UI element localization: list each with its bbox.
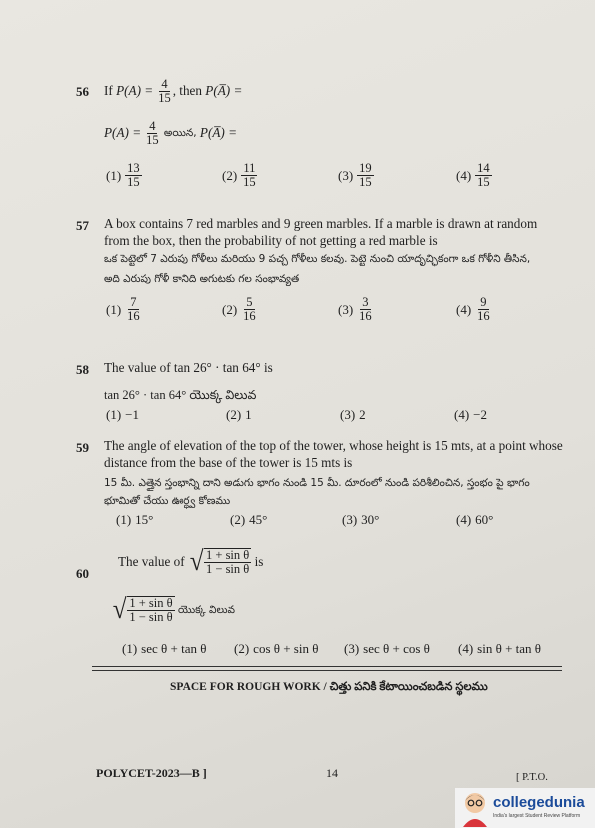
radicand-fraction bbox=[127, 597, 174, 624]
radical-sign: √ bbox=[189, 546, 204, 577]
text-lead: The value of bbox=[118, 553, 185, 569]
page-number: 14 bbox=[326, 766, 338, 780]
fraction-numerator: 5 bbox=[246, 295, 253, 309]
text-te-mid: అయిన, bbox=[160, 127, 200, 140]
option-label: (2) bbox=[222, 167, 238, 183]
fraction-denominator: 15 bbox=[359, 175, 372, 189]
question-text-english bbox=[104, 78, 554, 105]
option-fraction bbox=[357, 162, 374, 189]
fraction-numerator: 9 bbox=[480, 295, 487, 309]
option-label: (1) bbox=[106, 301, 122, 317]
fraction-numerator: 14 bbox=[477, 161, 490, 175]
question-text-telugu-line1: 15 మీ. ఎత్తైన స్తంభాన్ని దాని అడుగు భాగం నుండి 15 మీ. దూరంలో నుండి పరిశీలించిన, స్తంభం పై భాగం bbox=[104, 477, 530, 489]
option-fraction bbox=[125, 162, 142, 189]
option-label: (4) bbox=[456, 167, 472, 183]
option-value: 60° bbox=[475, 512, 494, 527]
option-label: (3) bbox=[340, 407, 356, 422]
question-text-english bbox=[118, 548, 568, 576]
option-fraction bbox=[357, 296, 374, 323]
fraction-denominator: 15 bbox=[243, 175, 256, 189]
option-value: −1 bbox=[125, 407, 140, 422]
text-te-ask: P(A̅) = bbox=[199, 125, 237, 141]
fraction-numerator: 11 bbox=[243, 161, 256, 175]
fraction-denominator: 16 bbox=[127, 309, 140, 323]
fraction-denominator: 15 bbox=[146, 133, 159, 147]
question-text-english: The angle of elevation of the top of the tower, whose height is 15 mts, at a point whose distance from the base of the tower is 15 mts is bbox=[104, 438, 563, 470]
question-number: 57 bbox=[76, 218, 89, 233]
option-value: sec θ + tan θ bbox=[141, 641, 207, 656]
option-value: 45° bbox=[249, 512, 268, 527]
option-fraction bbox=[241, 296, 258, 323]
option-label: (2) bbox=[222, 301, 238, 317]
square-root-expression bbox=[189, 548, 252, 576]
option-label: (2) bbox=[234, 641, 250, 656]
option-2[interactable] bbox=[222, 162, 258, 189]
option-1[interactable] bbox=[106, 407, 139, 423]
text-te-lhs: P(A) = bbox=[104, 125, 142, 141]
option-4[interactable] bbox=[456, 296, 492, 323]
divider-bottom bbox=[92, 670, 562, 671]
option-value: 15° bbox=[135, 512, 154, 527]
fraction-denominator: 16 bbox=[359, 309, 372, 323]
option-fraction bbox=[475, 296, 492, 323]
fraction-given-te bbox=[144, 120, 161, 147]
question-text-telugu-line2: భూమితో చేయు ఊర్ధ్వ కోణము bbox=[104, 495, 231, 507]
option-3[interactable] bbox=[344, 641, 430, 657]
text-te-tail: యొక్క విలువ bbox=[174, 603, 235, 616]
text-given-lhs: P(A) = bbox=[116, 83, 154, 99]
fraction-numerator: 1 + sin θ bbox=[129, 596, 173, 610]
question-text-telugu-line2: అది ఎరుపు గోళీ కానిది అగుటకు గల సంభావ్యత bbox=[104, 273, 300, 285]
option-2[interactable] bbox=[230, 512, 267, 528]
option-2[interactable] bbox=[226, 407, 252, 423]
option-3[interactable] bbox=[342, 512, 379, 528]
question-text-telugu: tan 26° · tan 64° యొక్క విలువ bbox=[104, 388, 257, 402]
mascot-icon bbox=[457, 789, 493, 827]
fraction-denominator: 15 bbox=[158, 91, 171, 105]
option-1[interactable] bbox=[122, 641, 206, 657]
fraction-denominator: 15 bbox=[477, 175, 490, 189]
logo-wordmark: collegedunia bbox=[493, 794, 585, 811]
logo-tagline: India's largest Student Review Platform bbox=[493, 813, 581, 819]
question-number: 60 bbox=[76, 566, 89, 581]
option-4[interactable] bbox=[454, 407, 487, 423]
option-1[interactable] bbox=[106, 162, 142, 189]
option-label: (1) bbox=[106, 167, 122, 183]
question-number: 58 bbox=[76, 362, 89, 377]
fraction-numerator: 4 bbox=[149, 119, 156, 133]
fraction-given bbox=[156, 78, 173, 105]
fraction-numerator: 1 + sin θ bbox=[206, 548, 250, 562]
option-value: 1 bbox=[245, 407, 252, 422]
option-1[interactable] bbox=[116, 512, 153, 528]
question-text-telugu-line1: ఒక పెట్టెలో 7 ఎరుపు గోళీలు మరియు 9 పచ్చ గోళీలు కలవు. పెట్టె నుంచి యాదృచ్ఛికంగా ఒక గోళీని తీసిన, bbox=[104, 253, 531, 265]
option-label: (1) bbox=[106, 407, 122, 422]
divider-top bbox=[92, 666, 562, 667]
fraction-numerator: 7 bbox=[130, 295, 137, 309]
option-label: (2) bbox=[226, 407, 242, 422]
pto-label: [ P.T.O. bbox=[516, 772, 548, 783]
option-label: (3) bbox=[338, 167, 354, 183]
question-text-english: A box contains 7 red marbles and 9 green marbles. If a marble is drawn at random from the box, then the probability of not getting a red marble is bbox=[104, 216, 538, 248]
option-4[interactable] bbox=[458, 641, 541, 657]
option-fraction bbox=[125, 296, 142, 323]
option-2[interactable] bbox=[234, 641, 318, 657]
option-value: 30° bbox=[361, 512, 380, 527]
text-tail: is bbox=[251, 553, 264, 569]
text-lead: If bbox=[104, 83, 117, 99]
option-3[interactable] bbox=[338, 296, 374, 323]
radical-sign: √ bbox=[112, 594, 127, 625]
option-label: (3) bbox=[344, 641, 360, 656]
option-1[interactable] bbox=[106, 296, 142, 323]
question-text-telugu bbox=[112, 596, 562, 624]
option-4[interactable] bbox=[456, 512, 493, 528]
collegedunia-watermark bbox=[455, 788, 595, 828]
option-label: (1) bbox=[116, 512, 132, 527]
option-value: sec θ + cos θ bbox=[363, 641, 430, 656]
option-3[interactable] bbox=[340, 407, 366, 423]
option-value: 2 bbox=[359, 407, 366, 422]
fraction-denominator: 16 bbox=[477, 309, 490, 323]
radicand bbox=[204, 548, 251, 576]
option-2[interactable] bbox=[222, 296, 258, 323]
rough-work-heading: SPACE FOR ROUGH WORK / చిత్తు పనికి కేటాయించబడిన స్థలము bbox=[170, 681, 488, 693]
option-label: (3) bbox=[338, 301, 354, 317]
option-fraction bbox=[475, 162, 492, 189]
option-fraction bbox=[241, 162, 258, 189]
option-label: (4) bbox=[454, 407, 470, 422]
option-label: (2) bbox=[230, 512, 246, 527]
fraction-numerator: 3 bbox=[362, 295, 369, 309]
option-4[interactable] bbox=[456, 162, 492, 189]
question-number: 56 bbox=[76, 84, 89, 99]
fraction-denominator: 1 − sin θ bbox=[206, 562, 250, 576]
option-value: cos θ + sin θ bbox=[253, 641, 319, 656]
text-mid: , then bbox=[172, 83, 206, 99]
question-number: 59 bbox=[76, 440, 89, 455]
fraction-numerator: 4 bbox=[161, 77, 168, 91]
radicand bbox=[127, 596, 174, 624]
question-text-telugu bbox=[104, 120, 554, 147]
option-label: (3) bbox=[342, 512, 358, 527]
option-label: (1) bbox=[122, 641, 138, 656]
fraction-numerator: 13 bbox=[127, 161, 140, 175]
fraction-denominator: 1 − sin θ bbox=[129, 610, 173, 624]
fraction-denominator: 16 bbox=[243, 309, 256, 323]
radicand-fraction bbox=[204, 549, 251, 576]
fraction-numerator: 19 bbox=[359, 161, 372, 175]
option-label: (4) bbox=[456, 301, 472, 317]
option-label: (4) bbox=[456, 512, 472, 527]
option-value: −2 bbox=[473, 407, 488, 422]
option-value: sin θ + tan θ bbox=[477, 641, 542, 656]
question-text-english: The value of tan 26° · tan 64° is bbox=[104, 360, 273, 375]
square-root-expression bbox=[112, 596, 175, 624]
fraction-denominator: 15 bbox=[127, 175, 140, 189]
paper-code: POLYCET-2023—B ] bbox=[96, 766, 207, 780]
option-3[interactable] bbox=[338, 162, 374, 189]
option-label: (4) bbox=[458, 641, 474, 656]
text-ask: P(A̅) = bbox=[205, 83, 243, 99]
